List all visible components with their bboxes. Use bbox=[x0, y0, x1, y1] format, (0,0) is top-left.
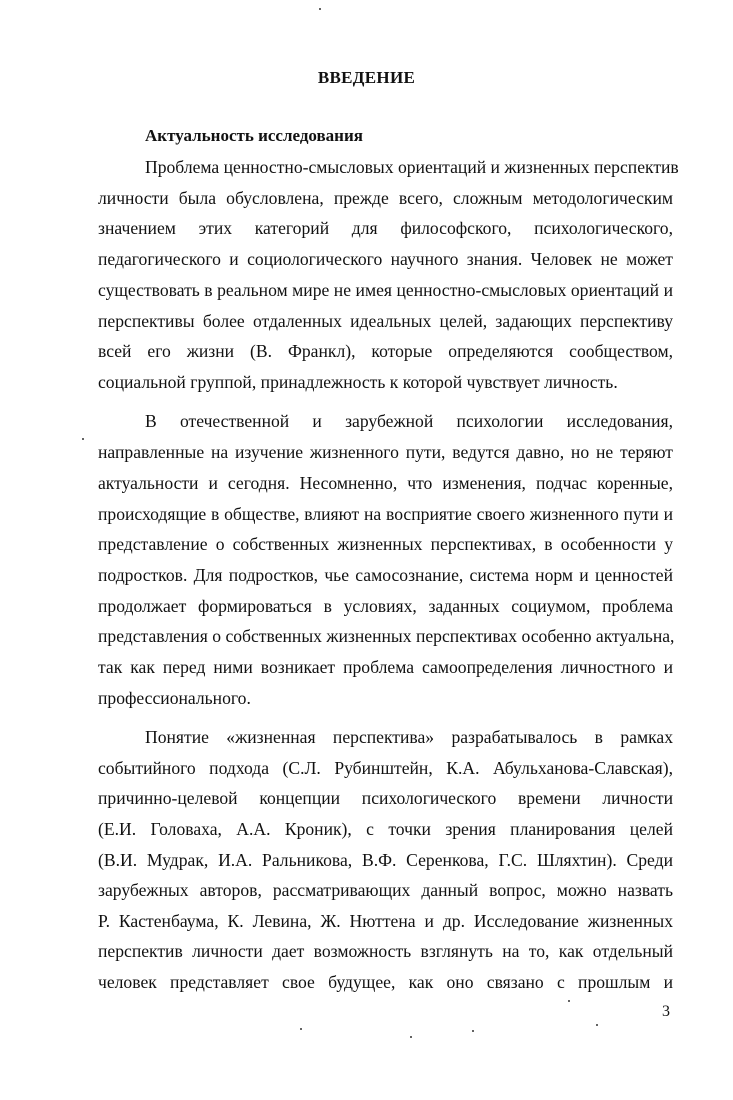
text-line: продолжает формироваться в условиях, заданных социумом, проблема bbox=[98, 596, 673, 616]
scan-speck bbox=[596, 1024, 598, 1026]
text-line: Р. Кастенбаума, К. Левина, Ж. Нюттена и др. Исследование жизненных bbox=[98, 911, 673, 931]
text-line: существовать в реальном мире не имея ценностно-смысловых ориентаций и bbox=[98, 280, 673, 300]
page-title: ВВЕДЕНИЕ bbox=[317, 68, 416, 87]
text-line: направленные на изучение жизненного пути, ведутся давно, но не теряют bbox=[98, 442, 673, 462]
text-line: Понятие «жизненная перспектива» разрабатывалось в рамках bbox=[145, 727, 673, 747]
text-line: (Е.И. Головаха, А.А. Кроник), с точки зрения планирования целей bbox=[98, 819, 673, 839]
text-line: значением этих категорий для философского, психологического, bbox=[98, 218, 673, 238]
scan-speck bbox=[82, 438, 84, 440]
text-line: так как перед ними возникает проблема самоопределения личностного и bbox=[98, 657, 673, 677]
text-line: профессионального. bbox=[98, 688, 251, 708]
scan-speck bbox=[300, 1028, 302, 1030]
text-line: зарубежных авторов, рассматривающих данный вопрос, можно назвать bbox=[98, 880, 673, 900]
text-line: Проблема ценностно-смысловых ориентаций и жизненных перспектив bbox=[145, 157, 679, 177]
text-line: представление о собственных жизненных перспективах, в особенности у bbox=[98, 534, 673, 554]
text-line: (В.И. Мудрак, И.А. Ральникова, В.Ф. Серенкова, Г.С. Шляхтин). Среди bbox=[98, 850, 673, 870]
text-line: событийного подхода (С.Л. Рубинштейн, К.А. Абульханова-Славская), bbox=[98, 758, 673, 778]
section-heading: Актуальность исследования bbox=[145, 126, 363, 145]
scan-speck bbox=[319, 8, 321, 10]
text-line: социальной группой, принадлежность к которой чувствует личность. bbox=[98, 372, 618, 392]
text-line: происходящие в обществе, влияют на восприятие своего жизненного пути и bbox=[98, 504, 673, 524]
scan-speck bbox=[472, 1030, 474, 1032]
text-line: перспектив личности дает возможность взглянуть на то, как отдельный bbox=[98, 941, 673, 961]
scan-speck bbox=[410, 1036, 412, 1038]
text-line: педагогического и социологического научного знания. Человек не может bbox=[98, 249, 673, 269]
text-line: личности была обусловлена, прежде всего, сложным методологическим bbox=[98, 188, 673, 208]
text-line: В отечественной и зарубежной психологии исследования, bbox=[145, 411, 673, 431]
text-line: человек представляет свое будущее, как оно связано с прошлым и bbox=[98, 972, 673, 992]
text-line: актуальности и сегодня. Несомненно, что изменения, подчас коренные, bbox=[98, 473, 673, 493]
scan-speck bbox=[568, 1000, 570, 1002]
text-line: причинно-целевой концепции психологического времени личности bbox=[98, 788, 673, 808]
text-line: представления о собственных жизненных перспективах особенно актуальна, bbox=[98, 626, 675, 646]
text-line: перспективы более отдаленных идеальных целей, задающих перспективу bbox=[98, 311, 673, 331]
page-number: 3 bbox=[662, 1003, 670, 1020]
text-line: подростков. Для подростков, чье самосознание, система норм и ценностей bbox=[98, 565, 673, 585]
text-line: всей его жизни (В. Франкл), которые определяются сообществом, bbox=[98, 341, 673, 361]
